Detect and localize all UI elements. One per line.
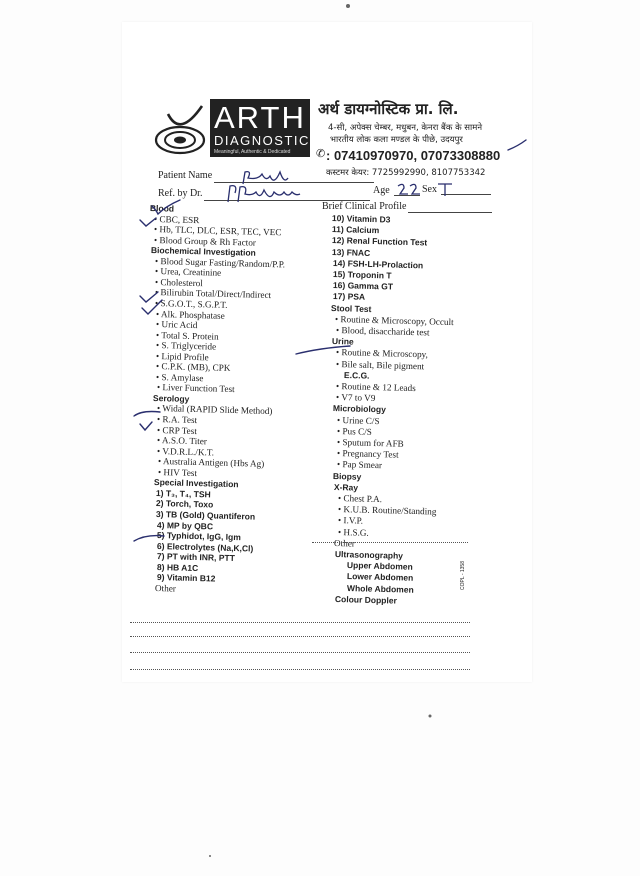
right-col-num-7: 17) PSA xyxy=(332,291,366,303)
brief-clinical-label: Brief Clinical Profile xyxy=(322,201,407,212)
right-col-item-25: • Chest P.A. xyxy=(337,493,382,505)
right-col-sec-32: Lower Abdomen xyxy=(346,571,414,584)
left-col-num-35: 9) Vitamin B12 xyxy=(157,572,216,584)
right-col-sec-34: Colour Doppler xyxy=(334,593,398,606)
right-col-sec-33: Whole Abdomen xyxy=(346,582,414,595)
left-col-item-15: • C.P.K. (MB), CPK xyxy=(156,361,231,374)
tick-mp-icon xyxy=(134,536,164,541)
left-col-item-10: • Alk. Phosphatase xyxy=(155,308,225,321)
right-col-sec-30: Ultrasonography xyxy=(334,549,403,561)
left-col-sec-0: Blood xyxy=(149,203,175,214)
left-col-plain-36: Other xyxy=(155,582,177,594)
left-col-sec-18: Serology xyxy=(152,392,190,404)
left-col-item-7: • Cholesterol xyxy=(154,276,204,289)
right-col-item-26: • K.U.B. Routine/Standing xyxy=(337,504,437,517)
right-col-num-0: 10) Vitamin D3 xyxy=(331,213,391,225)
left-col-item-11: • Uric Acid xyxy=(155,319,198,331)
right-col-item-21: • Pregnancy Test xyxy=(337,448,399,460)
left-col-num-32: 6) Electrolytes (Na,K,Cl) xyxy=(156,540,254,554)
left-col-item-14: • Lipid Profile xyxy=(155,350,209,363)
tick-blood-icon xyxy=(149,200,180,214)
address-line-2: भारतीय लोक कला मण्डल के पीछे, उदयपुर xyxy=(330,135,463,145)
company-name-hindi: अर्थ डायग्नोस्टिक प्रा. लि. xyxy=(318,100,459,118)
left-col-item-16: • S. Amylase xyxy=(156,371,204,384)
right-col-num-5: 15) Troponin T xyxy=(332,269,392,281)
left-col-item-13: • S. Triglyceride xyxy=(155,340,217,352)
right-col-item-16: • V7 to V9 xyxy=(336,392,376,404)
right-col-item-10: • Blood, disaccharide test xyxy=(335,325,430,338)
right-col-item-15: • Routine & 12 Leads xyxy=(336,381,417,394)
right-col-plain-29: Other xyxy=(334,537,356,549)
logo-tagline: Meaningful, Authentic & Dedicated xyxy=(214,149,291,155)
left-col-item-21: • CRP Test xyxy=(157,424,198,436)
right-col-item-28: • H.S.G. xyxy=(338,526,370,538)
phone-icon: ✆ xyxy=(316,148,326,160)
left-col-sec-4: Biochemical Investigation xyxy=(150,245,256,258)
right-col-item-9: • Routine & Microscopy, Occult xyxy=(335,313,455,327)
left-col-num-33: 7) PT with INR, PTT xyxy=(156,551,235,564)
right-col-item-12: • Routine & Microscopy, xyxy=(335,347,428,360)
left-col-item-23: • V.D.R.L./K.T. xyxy=(157,445,215,458)
tick-cbc-icon xyxy=(140,218,156,226)
left-col-item-6: • Urea, Creatinine xyxy=(154,266,222,279)
header-pen-mark xyxy=(508,140,526,150)
right-col-item-20: • Sputum for AFB xyxy=(336,437,404,449)
patient-name-label: Patient Name xyxy=(158,170,213,181)
left-col-item-19: • Widal (RAPID Slide Method) xyxy=(156,403,273,417)
right-col-sec-11: Urine xyxy=(331,336,354,347)
right-col-num-3: 13) FNAC xyxy=(332,246,371,258)
right-col-item-27: • I.V.P. xyxy=(337,515,364,527)
right-col-sec-17: Microbiology xyxy=(332,403,386,415)
tick-urine-icon xyxy=(296,346,350,354)
sex-label: Sex xyxy=(422,184,437,195)
right-col-sec-23: Biopsy xyxy=(333,470,362,482)
tick-ra-icon xyxy=(140,422,152,430)
form-code: COPL - 1358 xyxy=(460,561,466,590)
left-col-sec-26: Special Investigation xyxy=(153,477,239,490)
ref-by-label: Ref. by Dr. xyxy=(158,188,203,199)
left-col-num-31: 5) Typhidot, IgG, Igm xyxy=(156,530,241,543)
tick-bilirubin-icon xyxy=(140,292,158,302)
phone-numbers: : 07410970970, 07073308880 xyxy=(326,148,501,163)
logo-text: ARTH xyxy=(214,100,306,135)
tick-sgot-icon xyxy=(142,300,162,314)
left-col-item-1: • CBC, ESR xyxy=(154,213,200,225)
tick-widal-icon xyxy=(134,412,160,417)
right-col-num-1: 11) Calcium xyxy=(332,224,380,236)
left-col-item-5: • Blood Sugar Fasting/Random/P.P. xyxy=(154,255,285,270)
right-col-item-18: • Urine C/S xyxy=(336,414,380,426)
left-col-item-17: • Liver Function Test xyxy=(156,382,235,395)
left-col-num-28: 2) Torch, Toxo xyxy=(156,498,214,510)
left-col-item-12: • Total S. Protein xyxy=(155,329,219,342)
left-col-item-24: • Australia Antigen (Hbs Ag) xyxy=(157,456,265,469)
left-col-item-25: • HIV Test xyxy=(157,466,197,478)
right-col-item-22: • Pap Smear xyxy=(337,459,383,471)
left-col-item-8: • Bilirubin Total/Direct/Indirect xyxy=(155,287,272,301)
logo-subtext: DIAGNOSTICS xyxy=(214,133,321,148)
customer-care: कस्टमर केयर: 7725992990, 8107753342 xyxy=(326,168,486,178)
left-col-item-22: • A.S.O. Titer xyxy=(157,435,208,447)
right-col-item-13: • Bile salt, Bile pigment xyxy=(335,358,425,371)
left-col-item-2: • Hb, TLC, DLC, ESR, TEC, VEC xyxy=(154,224,282,238)
left-col-item-20: • R.A. Test xyxy=(156,414,198,426)
left-col-num-34: 8) HB A1C xyxy=(156,561,199,573)
age-label: Age xyxy=(373,185,390,196)
address-line-1: 4-सी, अपेक्स चेम्बर, मधुबन, केनरा बैंक के सामने xyxy=(328,123,483,133)
left-col-item-3: • Blood Group & Rh Factor xyxy=(154,234,257,248)
right-col-num-6: 16) Gamma GT xyxy=(332,280,394,292)
right-col-sec-31: Upper Abdomen xyxy=(346,560,413,572)
right-col-sec-14: E.C.G. xyxy=(343,369,370,381)
left-col-item-9: • S.G.O.T., S.G.P.T. xyxy=(155,297,229,310)
right-col-sec-8: Stool Test xyxy=(331,302,372,314)
right-col-sec-24: X-Ray xyxy=(333,481,358,493)
left-col-num-29: 3) TB (Gold) Quantiferon xyxy=(156,508,256,522)
right-col-num-4: 14) FSH-LH-Prolaction xyxy=(332,257,423,271)
right-col-item-19: • Pus C/S xyxy=(336,425,372,437)
right-col-num-2: 12) Renal Function Test xyxy=(332,235,428,248)
left-col-num-27: 1) T₃, T₄, TSH xyxy=(155,487,211,500)
left-col-num-30: 4) MP by QBC xyxy=(156,519,213,531)
